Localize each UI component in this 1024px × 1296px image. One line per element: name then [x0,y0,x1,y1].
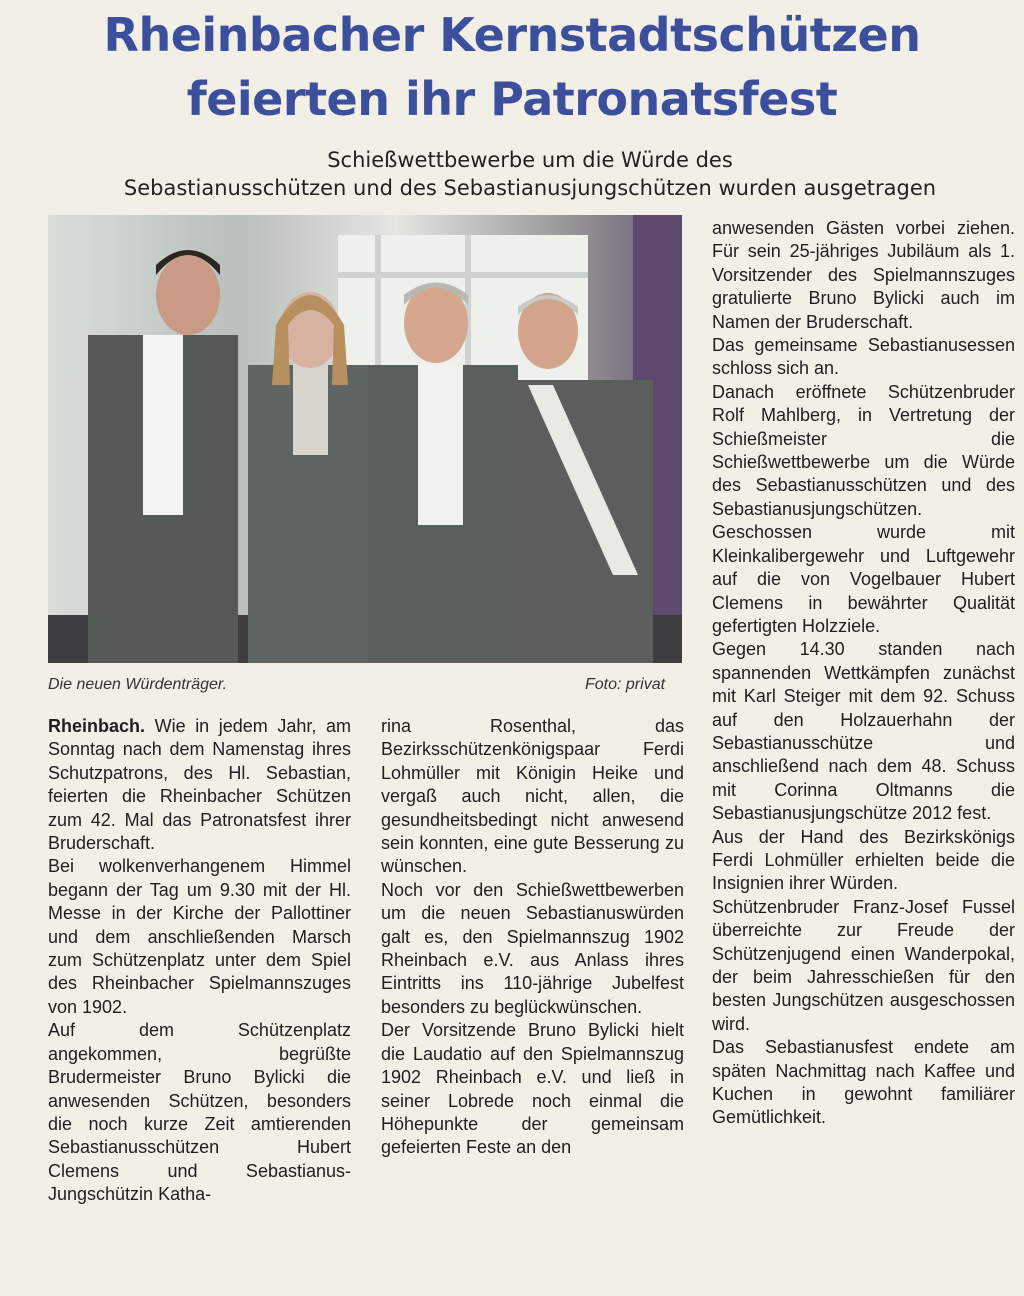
dateline: Rheinbach. [48,716,146,736]
paragraph: Auf dem Schützenplatz angekommen, begrüßte Brudermeister Bruno Bylicki die anwesenden Schützen, besonders die noch kurze Zeit amtierenden Sebastianusschützen Hubert Clemens und Sebastianus-Jungschützin Katha- [48,1020,351,1205]
paragraph: anwesenden Gästen vorbei ziehen. Für sein 25-jähriges Jubiläum als 1. Vorsitzender des Spielmannszuges gratulierte Bruno Bylicki auch im Namen der Bruderschaft. [712,218,1015,332]
paragraph: rina Rosenthal, das Bezirksschützenkönigspaar Ferdi Lohmüller mit Königin Heike und vergaß auch nicht, allen, die gesundheitsbedingt nicht anwesend sein konnten, eine gute Besserung zu wünschen. [381,716,684,877]
paragraph-text: Wie in jedem Jahr, am Sonntag nach dem Namenstag ihres Schutzpatrons, des Hl. Sebastian, feierten die Rheinbacher Schützen zum 42. Mal das Patronatsfest ihrer Bruderschaft. [48,716,351,854]
headline-line-1: Rheinbacher Kernstadtschützen [103,8,921,62]
subheadline-line-1: Schießwettbewerbe um die Würde des [327,148,733,172]
paragraph: Danach eröffnete Schützenbruder Rolf Mahlberg, in Vertretung der Schießmeister die Schießwettbewerbe um die Würde des Sebastianusschützen und des Sebastianusjungschützen. Geschossen wurde mit Kleinkalibergewehr und Luftgewehr auf die von Vogelbauer Hubert Clemens in bewährter Qualität gefertigten Holzziele. [712,381,1015,636]
paragraph: Aus der Hand des Bezirkskönigs Ferdi Lohmüller erhielten beide die Insignien ihrer Würden. [712,826,1015,894]
subheadline-line-2: Sebastianusschützen und des Sebastianusjungschützen wurden ausgetragen [123,176,937,200]
article-column-2 [381,715,684,1160]
paragraph [48,715,351,855]
headline-line-2: feierten ihr Patronatsfest [186,72,838,126]
photo-credit: Foto: privat [585,676,666,693]
paragraph: Der Vorsitzende Bruno Bylicki hielt die Laudatio auf den Spielmannszug 1902 Rheinbach e.V. und ließ in seiner Lobrede noch einmal die Höhepunkte der gemeinsam gefeierten Feste an den [381,1020,684,1158]
paragraph: Noch vor den Schießwettbewerben um die neuen Sebastianuswürden galt es, den Spielmannszug 1902 Rheinbach e.V. aus Anlass ihres Eintritts ins 110-jährige Jubelfest besonders zu beglückwünschen. [381,879,684,1017]
paragraph: Gegen 14.30 standen nach spannenden Wettkämpfen zunächst mit Karl Steiger mit dem 92. Schuss auf den Holzauerhahn der Sebastianusschütze und anschließend nach dem 48. Schuss mit Corinna Oltmanns die Sebastianusjungschütze 2012 fest. [712,639,1015,824]
paragraph: Bei wolkenverhangenem Himmel begann der Tag um 9.30 mit der Hl. Messe in der Kirche der Pallottiner und dem anschließenden Marsch zum Schützenplatz unter dem Spiel des Rheinbacher Spielmannszuges von 1902. [48,856,351,1017]
group-photo-illustration [48,215,682,663]
article-column-3 [712,217,1015,1130]
photo-caption: Die neuen Würdenträger. [48,676,228,693]
article-column-1 [48,715,351,1207]
paragraph: Schützenbruder Franz-Josef Fussel überreichte zur Freude der Schützenjugend einen Wanderpokal, der beim Jahresschießen für den besten Jungschützen ausgeschossen wird. [712,896,1015,1034]
paragraph: Das Sebastianusfest endete am späten Nachmittag nach Kaffee und Kuchen in gewohnt familiärer Gemütlichkeit. [712,1037,1015,1128]
paragraph: Das gemeinsame Sebastianusessen schloss sich an. [712,335,1015,379]
group-photo [48,215,682,663]
